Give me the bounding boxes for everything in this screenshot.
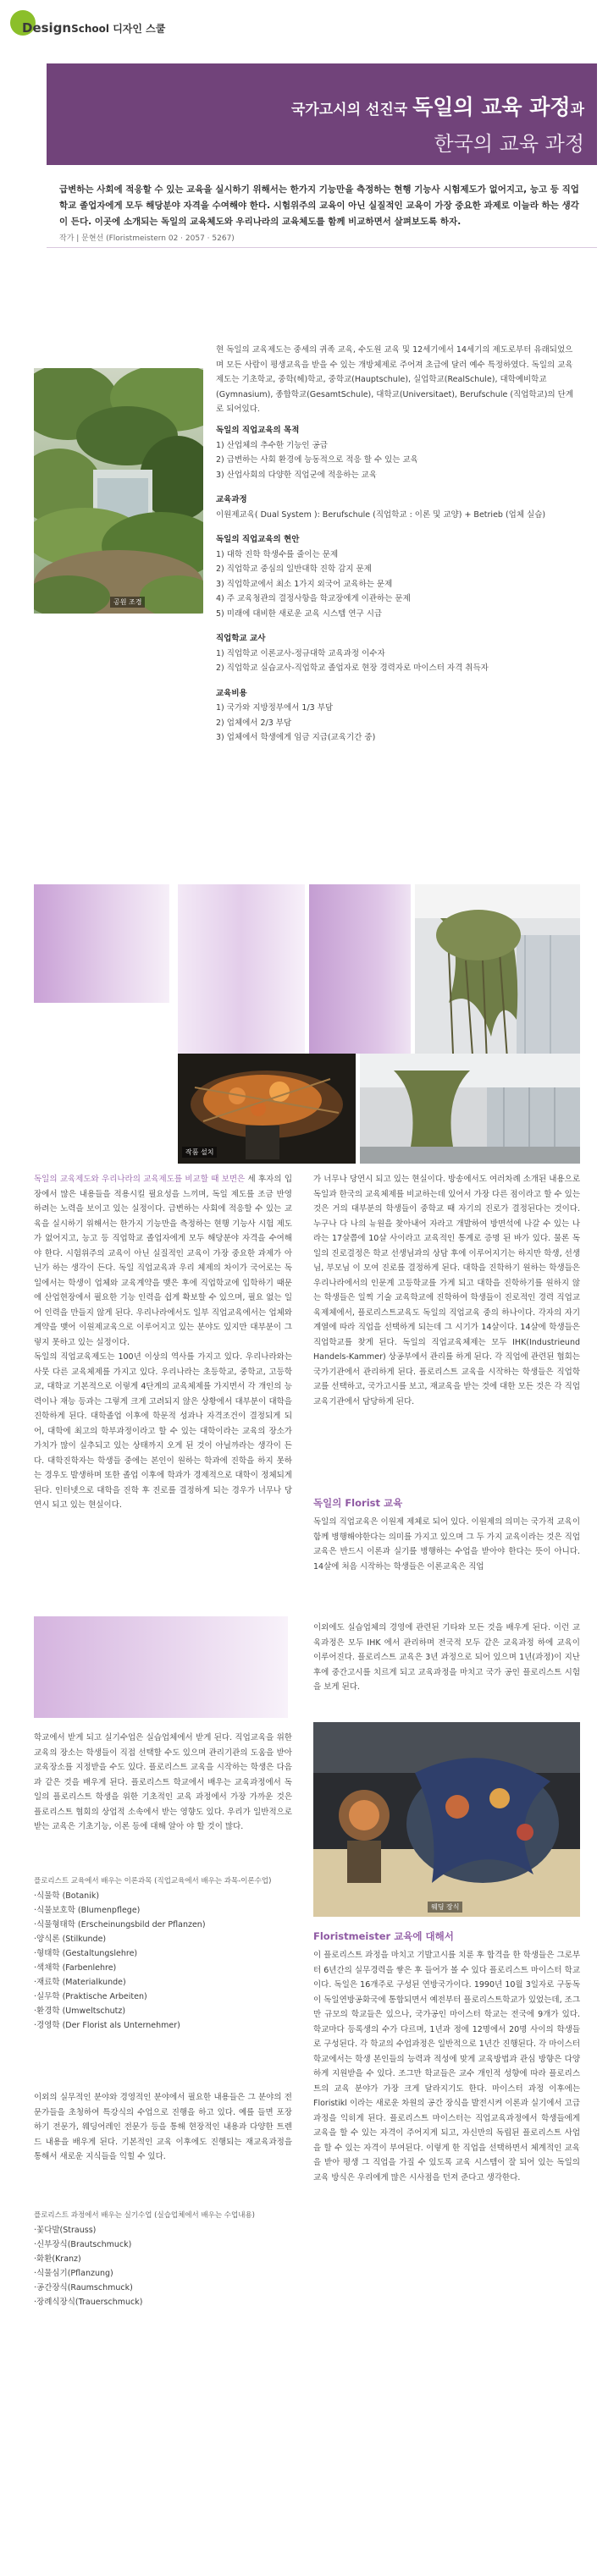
list-item: ·식물형태학 (Erscheinungsbild der Pflanzen) xyxy=(34,1920,206,1929)
list-item: ·공간장식(Raumschmuck) xyxy=(34,2283,133,2293)
paragraph-text: 가 너무나 당연시 되고 있는 현실이다. 방송에서도 여러차례 소개된 내용으로 독일과 한국의 교육체제를 비교하는데 있어서 가장 다른 점이라고 할 수 있는 것은 거의 대부분의 학생들이 중학교 때 자기의 진로가 결정된다는 것이다. 누구나 다 나의 뉴원을 찾아내어 자라고 개발하여 방면석에 나갈 수 있는 나라는 17살쯤에 10살 사이라고 교육적인 통계로 증명 된 바가 있다. 물론 독일의 진로결정은 학교 선생님과의 상담 후에 이루어지기는 하지만 학생, 선생님, 부모님 이 모여 진로를 결정하게 된다. 대학을 진학하기 원하는 학생들은 우리나라에서의 인문계 고등학교를 가게 되고 대학을 진학하기를 원하지 않는 학생들은 일찍 기술 교육학교에 진학하여 학생들이 진로적인 경력 직업교육제체에서, 플로리스트교육도 독일의 직업교육 중의 하나이다. 각자의 자기 계열에 따라 직업을 선택하게 되는데 그 시기가 14살이다. 14살에 학생들은 직업학교를 찾게 된다. 독일의 직업교육체제는 모두 IHK(Industrieund Handels-Kammer) 상공부에서 관리를 하게 된다. 각 직업에 관련된 협회는 국가기관에서 관리하게 된다. 플로리스트 교육을 시작하는 학생들은 직업학교를 선택하고, 국가고시를 보고, 재교육을 받는 것에 대한 모든 것은 각 직업교육기관에서 담당하게 된다. xyxy=(313,1175,580,1406)
author-line: 작가 | 문현선 (Floristmeistern 02 · 2057 · 5267) xyxy=(59,234,235,243)
decor-block xyxy=(34,884,169,1003)
list-item: ·꽃다발(Strauss) xyxy=(34,2226,97,2235)
decor-block xyxy=(309,884,411,1054)
list-item: ·실무학 (Praktische Arbeiten) xyxy=(34,1992,147,2001)
info-item: 3) 직업학교에서 최소 1가지 외국어 교육하는 문제 xyxy=(216,579,393,589)
interior-photo xyxy=(360,1054,580,1164)
top-paragraph xyxy=(216,343,580,419)
mid-right-text: 이외에도 실습업체의 경영에 관련된 기타와 모든 것을 배우게 된다. 이런 교육과정은 모두 IHK 에서 관리하며 전국적 모두 같은 교육과정 하에 교육이 이루어진다. 플로리스트 교육은 3년 과정으로 되어 있으며 1년(과정)이 지난 후에 중간고시를 치르게 되고 교육과정을 마치고 국가 공인 플로리스트 시험을 보게 된다. xyxy=(313,1623,580,1692)
list-item: ·화환(Kranz) xyxy=(34,2254,81,2264)
list-item: ·색채학 (Farbenlehre) xyxy=(34,1963,117,1973)
list-item: ·신부장식(Brautschmuck) xyxy=(34,2240,132,2249)
info-item: 2) 업체에서 2/3 부담 xyxy=(216,718,292,728)
list-item: ·장례식장식(Trauerschmuck) xyxy=(34,2298,143,2307)
title-prefix: 국가고시의 선진국 xyxy=(290,102,408,118)
section-title-florist: 독일의 Florist 교육 xyxy=(313,1497,403,1509)
info-item: 1) 국가와 지방정부에서 1/3 부담 xyxy=(216,703,334,713)
paragraph-text: 독일의 직업교육제도는 100년 이상의 역사를 가지고 있다. 우리나라와는 사뭇 다른 교육체제를 가지고 있다. 우리나라는 초등학교, 중학교, 고등학교, 대학교 기본적으로 이렇게 4단계의 교육체제를 가지면서 각 개인의 능력이나 재능 등과는 그렇게 크게 고려되지 않은 상황에서 대부분이 대학을 진학하게 된다. 대학졸업 이후에 학문적 성과나 자격조건이 결정되게 되어, 대학에 최고의 학부과정이라고 할 수 있는 대학이라는 교육의 장소가 가치가 많이 실추되고 있는 상태까지 오게 된 것이 아닐까라는 생각이 든다. 대학진학자는 학생들 중에는 본인이 원하는 학과에 진학을 하지 못하는 경우도 발생하며 또한 졸업 이후에 학과가 경제적으로 대학이 정체되게 된다. 인터넷으로 대학을 진학 후 진로를 결정하게 되는 경우가 너무나 당연시 되고 있는 현실이다. xyxy=(34,1352,292,1510)
info-title: 교육과정 xyxy=(216,495,247,504)
highlight-text: 독일의 교육제도와 우리나라의 교육제도를 비교할 때 보면은 xyxy=(34,1175,246,1184)
logo-brand: Design xyxy=(22,20,72,36)
left-column-text xyxy=(34,1172,292,1612)
list-item: ·식물심기(Pflanzung) xyxy=(34,2269,113,2278)
article-header xyxy=(47,63,597,165)
article-subtitle: 한국의 교육 과정 xyxy=(434,132,584,156)
left-paragraph xyxy=(34,1172,292,1350)
article-title xyxy=(47,91,584,121)
info-title: 독일의 직업교육의 현안 xyxy=(216,535,300,544)
info-list xyxy=(216,423,572,746)
paragraph-text: 세 후자의 입장에서 많은 내용들을 적용시킬 필요성을 느끼며, 독일 제도를 조금 반영하려는 노력을 보이고 있는 실정이다. 급변하는 사회에 적응할 수 있는 교육을 실시하기 위해서는 한가지 기능만을 측정하는 현행 기능사 시험 제도가 없어지고, 능고 등 직업학교 졸업자에게 모두 해당분야 자격을 수여해야 한다. 시험위주의 교육이 아닌 실질적인 교육이 가장 중요한 과제가 아닌가 하는 생각이 든다. 독일 직업교육과 우리 체제의 차이가 국어로는 독일에서는 학생이 업체와 교육계약을 맺은 후에 직업학교에 입학하기 때문에 산업현장에서 필요한 기능 인력을 쉽게 확보할 수 있으며, 필요 없는 일어 인력을 만들지 않게 된다. 우리나라에서도 일부 직업교육에서는 업체와 계약을 맺어 이원제교육으로 이루어지고 있는 분야도 있지만 대부분이 그렇지 못하고 있는 실정이다. xyxy=(34,1175,292,1347)
right-column-text xyxy=(313,1172,580,1481)
list-item: ·경영학 (Der Florist als Unternehmer) xyxy=(34,2021,180,2030)
practical-subject-list xyxy=(34,2209,292,2309)
garden-image xyxy=(34,368,203,614)
divider xyxy=(47,247,597,248)
info-item: 1) 대학 진학 학생수를 줄이는 문제 xyxy=(216,549,339,559)
theory-subject-list xyxy=(34,1874,292,2033)
magazine-logo xyxy=(0,0,608,59)
info-item: 2) 급변하는 사회 환경에 능동적으로 적응 할 수 있는 교육 xyxy=(216,455,418,465)
meister-section-text: 이 플로리스트 과정을 마치고 기발고시를 치룬 후 합격을 한 학생들은 그로부터 6년간의 실무경력을 쌓은 후 들어가 볼 수 있다 플로리스트 마이스터 학교이다. 독일은 16개주로 구성된 연방국가이다. 1990년 10월 3일자로 구동독이 독일연방공화국에 통합되면서 예전부터 플로리스트학교가 있었는데, 조그만 규모의 학교들은 있으나, 국가공인 마이스터 학교는 전국에 9개가 있다. 학교마다 등록생의 수가 다르며, 1년과 정에 12명에서 20명 사이의 학생들로 구성된다. 각 학교의 수업과정은 일반적으로 1년간 진행된다. 각 마이스터 학교에서는 학생 본인들의 능력과 적성에 맞게 교육방법과 관심 방향은 다양하게 지원받을 수 있다. 조그만 학교들은 교수 개인적 성향에 따라 플로리스트의 교육 분야가 가장 크게 달라지기도 한다. 마이스터 과정 이후에는 Floristikl 이라는 새로운 차원의 공간 장식을 발전시켜 이론과 실기에서 고급과정을 익히게 된다. 플로리스트 마이스터는 직업교육과정에서 학생들에게 교육을 할 수 있는 자격이 주어지게 되고, 자신만의 독립된 플로리스트 사업을 할 수 있는 자격이 부여된다. 이렇게 한 직업을 선택하면서 체계적인 교육을 받아 평생 그 직업을 가질 수 있도록 교육 시스템이 잘 되어 있는 독일의 교육 방식은 우리에게 많은 시사점을 던져 준다고 생각한다. xyxy=(313,1951,580,2182)
section-title-meister: Floristmeister 교육에 대해서 xyxy=(313,1930,454,1942)
list-title: 플로리스트 과정에서 배우는 실기수업 (실습업체에서 배우는 수업내용) xyxy=(34,2211,255,2220)
info-item: 4) 주 교육청관의 결정사항을 학교장에게 이관하는 문제 xyxy=(216,594,411,603)
list-item: ·식물학 (Botanik) xyxy=(34,1891,100,1901)
info-title: 직업학교 교사 xyxy=(216,634,266,643)
flower-arrangement-photo xyxy=(178,1054,356,1164)
list-title: 플로리스트 교육에서 배우는 이론과목 (직업교육에서 배우는 과목-이론수업) xyxy=(34,1877,272,1885)
info-title: 교육비용 xyxy=(216,688,247,698)
info-item: 1) 직업학교 이론교사-정규대학 교육과정 이수자 xyxy=(216,648,385,658)
florist-section-text: 독일의 직업교육은 이원제 제체로 되어 있다. 이원제의 의미는 국가적 교육이 함께 병행해야한다는 의미를 가지고 있으며 그 두 가지 교육이라는 것은 직업교육은 반드시 이론과 실기를 병행하는 수업을 받아야 한다는 뜻이 아니다. 14살에 처음 시작하는 학생들은 이론교육은 직업 xyxy=(313,1517,580,1571)
decor-block xyxy=(34,1616,288,1718)
info-title: 독일의 직업교육의 목적 xyxy=(216,426,300,435)
top-paragraph-text: 현 독일의 교육제도는 중세의 귀족 교육, 수도원 교육 및 12세기에서 14세기의 제도로부터 유래되었으며 모든 사람이 평생교육을 받을 수 있는 개방체제로 주어져 초급에 달러 예수 특정하였다. 독일의 교육제도는 기초학교, 중학(헤)학교, 중학교(Hauptschule), 실업학교(RealSchule), 대학예비학교(Gymnasium), 종합학교(GesamtSchule), 대학교(Universitaet), Berufschule (직업학교)의 단계로 되어있다. xyxy=(216,345,573,414)
info-item: 3) 산업사회의 다양한 직업군에 적응하는 교육 xyxy=(216,470,378,480)
title-main: 독일의 교육 과정 xyxy=(412,95,571,119)
info-item: 이원제교육( Dual System ): Berufschule (직업학교 : 이론 및 교양) + Betrieb (업체 실습) xyxy=(216,509,546,520)
info-item: 1) 산업체의 추수한 기능인 공급 xyxy=(216,440,328,450)
garden-photo xyxy=(34,368,203,614)
left-lower-text-2: 이외의 실무적인 분야와 경영적인 분야에서 필요한 내용들은 그 분야의 전문가들을 초청하여 특강식의 수업으로 진행을 하고 있다. 예를 들면 포장하기 전문가, 웨딩어레인 전문가 등을 통해 현장적인 내용과 다양한 트렌드 내용을 배우게 된다. 기본적인 교육 이후에도 진행되는 재교육과정을 통해서 새로운 지식들을 익힐 수 있다. xyxy=(34,2093,292,2161)
list-item: ·식물보호학 (Blumenpflege) xyxy=(34,1906,141,1915)
info-item: 2) 직업학교 실습교사-직업학교 졸업자로 현장 경력자로 마이스터 자격 취득자 xyxy=(216,663,489,673)
garden-photo-caption: 공원 조경 xyxy=(110,597,145,608)
list-item: ·재료학 (Materialkunde) xyxy=(34,1978,126,1987)
interior-image xyxy=(360,1054,580,1164)
flower-photo-caption: 작품 설치 xyxy=(182,1147,217,1158)
display-image xyxy=(313,1722,580,1917)
list-item: ·환경학 (Umweltschutz) xyxy=(34,2006,126,2016)
left-lower-text: 학교에서 받게 되고 실기수업은 실습업체에서 받게 된다. 직업교육을 위한 교육의 장소는 학생들이 직접 선택할 수도 있으며 관리기관의 도움을 받아 교육장소를 지정받을 수도 있다. 플로리스트 교육을 시작하는 학생은 다음과 같은 것을 배우게 된다. 플로리스트 학교에서 배우는 교육과정에서 독일의 플로리스트 학생을 위한 기초적인 교육 과정에서 가장 가까운 것은 플로리스트 협회의 상업적 소속에서 받는 영향도 있다. 우리가 일반적으로 받는 교육은 기초기능, 이론 등에 대해 알아 야 할 것이 많다. xyxy=(34,1733,292,1831)
list-item: ·양식론 (Stilkunde) xyxy=(34,1935,107,1944)
list-item: ·형태학 (Gestaltungslehre) xyxy=(34,1949,138,1958)
title-suffix: 과 xyxy=(570,102,584,118)
logo-text xyxy=(22,20,165,36)
logo-section: School 디자인 스쿨 xyxy=(71,23,166,35)
intro-paragraph: 급변하는 사회에 적응할 수 있는 교육을 실시하기 위해서는 한가지 기능만을 측정하는 현행 기능사 시험제도가 없어지고, 능고 등 직업학교 졸업자에게 모두 해당분야 자격을 수여해야 한다. 시험위주의 교육이 아닌 실질적인 교육이 가장 중요한 과제로 이늘라 하는 생각이 든다. 이곳에 소개되는 독일의 교육체도와 우리나라의 교육체도를 함께 비교하면서 살펴보도록 하자. xyxy=(59,184,579,227)
info-item: 3) 업체에서 학생에게 임금 지급(교육기간 중) xyxy=(216,733,376,742)
left-paragraph xyxy=(34,1350,292,1513)
info-item: 5) 미래에 대비한 새로운 교육 시스템 연구 시급 xyxy=(216,608,383,619)
display-photo-caption: 웨딩 장식 xyxy=(428,1902,462,1913)
info-item: 2) 직업학교 중심의 일반대학 진학 감지 문제 xyxy=(216,564,372,574)
decor-block xyxy=(178,884,305,1054)
display-photo xyxy=(313,1722,580,1917)
